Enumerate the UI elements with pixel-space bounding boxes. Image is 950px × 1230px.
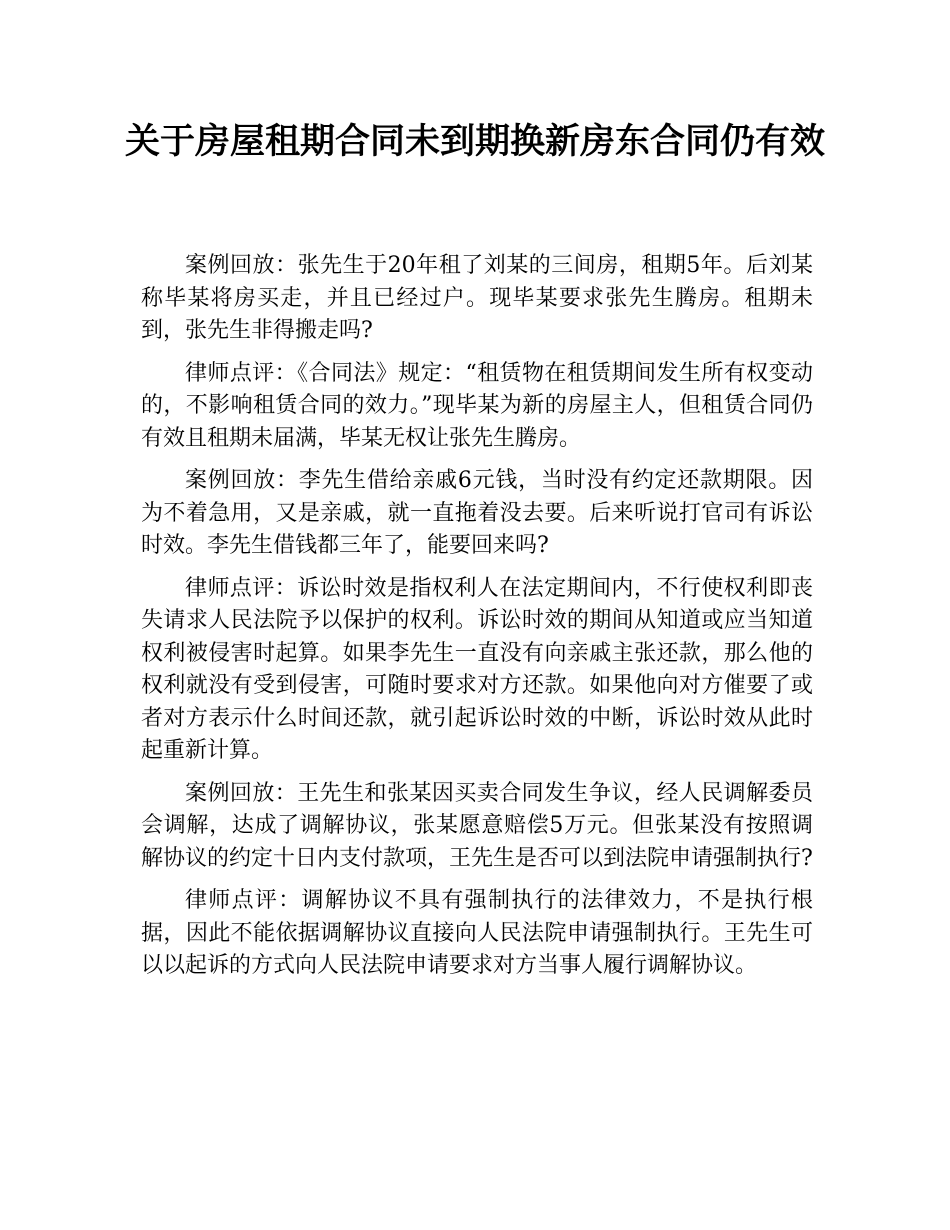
paragraph-case-1: 案例回放：张先生于20年租了刘某的三间房，租期5年。后刘某称毕某将房买走，并且已经过户。现毕某要求张先生腾房。租期未到，张先生非得搬走吗? (141, 253, 813, 343)
paragraph-comment-1: 律师点评：《合同法》规定：“租赁物在租赁期间发生所有权变动的，不影响租赁合同的效力。”现毕某为新的房屋主人，但租赁合同仍有效且租期未届满，毕某无权让张先生腾房。 (141, 360, 813, 451)
document-body (141, 250, 813, 993)
paragraph-comment-3: 律师点评：调解协议不具有强制执行的法律效力，不是执行根据，因此不能依据调解协议直接向人民法院申请强制执行。王先生可以以起诉的方式向人民法院申请要求对方当事人履行调解协议。 (141, 888, 813, 978)
document-title: 关于房屋租期合同未到期换新房东合同仍有效 (124, 122, 825, 162)
paragraph-comment-2: 律师点评：诉讼时效是指权利人在法定期间内，不行使权利即丧失请求人民法院予以保护的权利。诉讼时效的期间从知道或应当知道权利被侵害时起算。如果李先生一直没有向亲戚主张还款，那么他的权利就没有受到侵害，可随时要求对方还款。如果他向对方催要了或者对方表示什么时间还款，就引起诉讼时效的中断，诉讼时效从此时起重新计算。 (141, 575, 813, 763)
paragraph-case-2: 案例回放：李先生借给亲戚6元钱，当时没有约定还款期限。因为不着急用，又是亲戚，就一直拖着没去要。后来听说打官司有诉讼时效。李先生借钱都三年了，能要回来吗? (141, 468, 813, 558)
paragraph-case-3: 案例回放：王先生和张某因买卖合同发生争议，经人民调解委员会调解，达成了调解协议，张某愿意赔偿5万元。但张某没有按照调解协议的约定十日内支付款项，王先生是否可以到法院申请强制执行? (141, 780, 813, 871)
